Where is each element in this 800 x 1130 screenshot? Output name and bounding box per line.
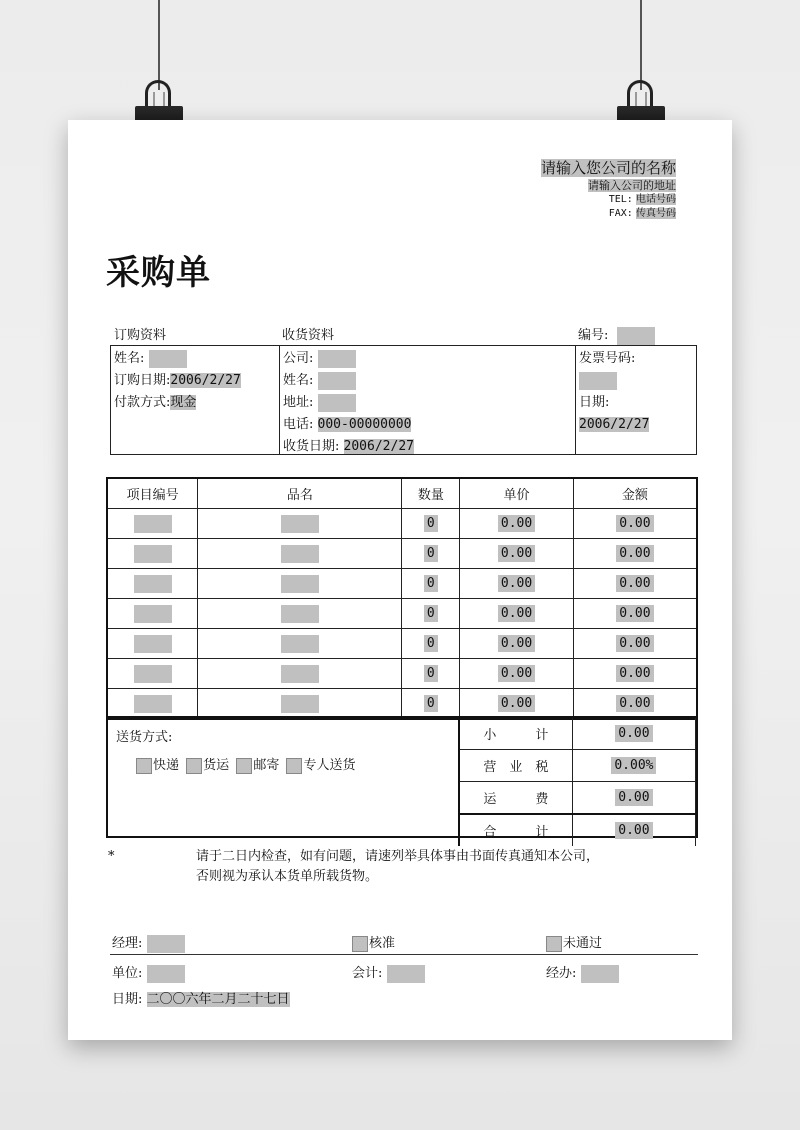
checkbox-icon[interactable] [236, 758, 252, 774]
delivery-options [136, 754, 355, 774]
order-name-label: 姓名: [114, 351, 145, 366]
invoice-box [575, 345, 697, 455]
inspection-note [108, 847, 599, 887]
receive-company-field[interactable] [318, 350, 356, 368]
receive-name-field[interactable] [318, 372, 356, 390]
handler-label: 经办: [546, 966, 577, 981]
accountant-label: 会计: [352, 966, 383, 981]
unit-price-field[interactable]: 0.00 [498, 695, 535, 712]
amount-field[interactable]: 0.00 [616, 665, 653, 682]
delivery-summary-section [106, 716, 698, 838]
amount-field[interactable]: 0.00 [616, 695, 653, 712]
product-name-field[interactable] [281, 545, 319, 563]
checkbox-icon[interactable] [136, 758, 152, 774]
product-name-field[interactable] [281, 515, 319, 533]
receive-info-heading: 收货资料 [282, 328, 335, 343]
signature-date-field[interactable]: 二〇〇六年二月二十七日 [146, 992, 290, 1007]
shipping-label: 运 费 [459, 782, 572, 815]
delivery-option-mail[interactable]: 邮寄 [236, 758, 279, 773]
tax-label: 营 业 税 [459, 750, 572, 782]
summary-row-total [459, 814, 696, 846]
company-address[interactable]: 请输入公司的地址 [588, 179, 676, 192]
quantity-field[interactable]: 0 [424, 575, 438, 592]
hanging-wire-left [158, 0, 160, 90]
item-number-field[interactable] [134, 635, 172, 653]
hanging-wire-right [640, 0, 642, 90]
product-name-field[interactable] [281, 665, 319, 683]
summary-row-tax [459, 750, 696, 782]
col-quantity: 数量 [402, 478, 460, 509]
item-number-field[interactable] [134, 605, 172, 623]
note-line-2: 否则视为承认本货单所载货物。 [196, 869, 379, 884]
payment-label: 付款方式: [114, 395, 171, 410]
reject-option[interactable] [546, 932, 602, 952]
total-label: 合 计 [459, 814, 572, 846]
items-table [106, 477, 698, 720]
company-header [541, 158, 676, 221]
order-name-field[interactable] [149, 350, 187, 368]
subtotal-value[interactable]: 0.00 [615, 725, 652, 742]
receive-date-field[interactable]: 2006/2/27 [343, 439, 414, 454]
invoice-label: 发票号码: [579, 351, 636, 366]
order-number [578, 324, 655, 345]
amount-field[interactable]: 0.00 [616, 635, 653, 652]
handler-signature [546, 962, 619, 983]
order-info-heading: 订购资料 [114, 328, 167, 343]
delivery-option-express[interactable]: 快递 [136, 758, 179, 773]
receive-phone-label: 电话: [283, 417, 314, 432]
summary-row-shipping [459, 782, 696, 815]
signature-date-label: 日期: [112, 992, 143, 1007]
amount-field[interactable]: 0.00 [616, 545, 653, 562]
subtotal-label: 小 计 [459, 718, 572, 750]
total-value[interactable]: 0.00 [615, 822, 652, 839]
tel-value[interactable]: 电话号码 [636, 194, 676, 205]
signature-date [112, 988, 290, 1007]
items-table-header [107, 478, 697, 509]
col-item-number: 项目编号 [107, 478, 198, 509]
table-row [107, 689, 697, 720]
manager-signature [112, 932, 185, 953]
approve-option[interactable] [352, 932, 395, 952]
order-info-box [110, 345, 280, 455]
table-row [107, 509, 697, 539]
invoice-date-label: 日期: [579, 395, 610, 410]
receive-date-label: 收货日期: [283, 439, 340, 454]
checkbox-icon[interactable] [546, 936, 562, 952]
delivery-option-freight[interactable]: 货运 [186, 758, 229, 773]
delivery-label: 送货方式: [116, 730, 173, 745]
amount-field[interactable]: 0.00 [616, 605, 653, 622]
purchase-order-sheet [68, 120, 732, 1040]
shipping-value[interactable]: 0.00 [615, 789, 652, 806]
fax-value[interactable]: 传真号码 [636, 208, 676, 219]
product-name-field[interactable] [281, 605, 319, 623]
receive-address-field[interactable] [318, 394, 356, 412]
manager-field[interactable] [147, 935, 185, 953]
item-number-field[interactable] [134, 515, 172, 533]
receive-company-label: 公司: [283, 351, 314, 366]
summary-row-subtotal [459, 718, 696, 750]
receive-name-label: 姓名: [283, 373, 314, 388]
page-title: 采购单 [106, 253, 211, 293]
item-number-field[interactable] [134, 545, 172, 563]
item-number-field[interactable] [134, 665, 172, 683]
invoice-number-field[interactable] [579, 372, 617, 390]
table-row [107, 539, 697, 569]
payment-field[interactable]: 现金 [170, 395, 197, 410]
receive-phone-field[interactable]: 000-00000000 [317, 417, 412, 432]
manager-label: 经理: [112, 936, 143, 951]
order-number-label: 编号: [578, 328, 609, 343]
col-product-name: 品名 [198, 478, 402, 509]
unit-label: 单位: [112, 966, 143, 981]
summary-table [458, 718, 696, 846]
invoice-date-field[interactable]: 2006/2/27 [579, 417, 650, 432]
table-row [107, 599, 697, 629]
table-row [107, 569, 697, 599]
reject-label: 未通过 [563, 936, 603, 951]
table-row [107, 659, 697, 689]
quantity-field[interactable]: 0 [424, 635, 438, 652]
accountant-field[interactable] [387, 965, 425, 983]
tel-label: TEL: [608, 194, 633, 205]
delivery-option-courier[interactable]: 专人送货 [286, 758, 355, 773]
unit-price-field[interactable]: 0.00 [498, 545, 535, 562]
approve-label: 核准 [369, 936, 396, 951]
amount-field[interactable]: 0.00 [616, 515, 653, 532]
note-mark: * [108, 849, 115, 864]
quantity-field[interactable]: 0 [424, 665, 438, 682]
quantity-field[interactable]: 0 [424, 515, 438, 532]
checkbox-icon[interactable] [286, 758, 302, 774]
quantity-field[interactable]: 0 [424, 695, 438, 712]
unit-price-field[interactable]: 0.00 [498, 665, 535, 682]
product-name-field[interactable] [281, 695, 319, 713]
order-date-field[interactable]: 2006/2/27 [170, 373, 241, 388]
receive-info-box [279, 345, 576, 455]
order-date-label: 订购日期: [114, 373, 171, 388]
order-number-field[interactable] [617, 327, 655, 345]
unit-price-field[interactable]: 0.00 [498, 605, 535, 622]
signature-divider [110, 954, 698, 955]
fax-label: FAX: [608, 208, 633, 219]
handler-field[interactable] [581, 965, 619, 983]
product-name-field[interactable] [281, 575, 319, 593]
item-number-field[interactable] [134, 695, 172, 713]
receive-address-label: 地址: [283, 395, 314, 410]
item-number-field[interactable] [134, 575, 172, 593]
col-unit-price: 单价 [460, 478, 574, 509]
unit-price-field[interactable]: 0.00 [498, 575, 535, 592]
quantity-field[interactable]: 0 [424, 605, 438, 622]
table-row [107, 629, 697, 659]
product-name-field[interactable] [281, 635, 319, 653]
tax-value[interactable]: 0.00% [611, 757, 656, 774]
unit-signature [112, 962, 185, 983]
amount-field[interactable]: 0.00 [616, 575, 653, 592]
note-line-1: 请于二日内检查，如有问题，请速列举具体事由书面传真通知本公司， [196, 849, 600, 864]
unit-field[interactable] [147, 965, 185, 983]
unit-price-field[interactable]: 0.00 [498, 515, 535, 532]
checkbox-icon[interactable] [186, 758, 202, 774]
accountant-signature [352, 962, 425, 983]
col-amount: 金额 [573, 478, 697, 509]
checkbox-icon[interactable] [352, 936, 368, 952]
company-name[interactable]: 请输入您公司的名称 [540, 159, 676, 177]
unit-price-field[interactable]: 0.00 [498, 635, 535, 652]
quantity-field[interactable]: 0 [424, 545, 438, 562]
